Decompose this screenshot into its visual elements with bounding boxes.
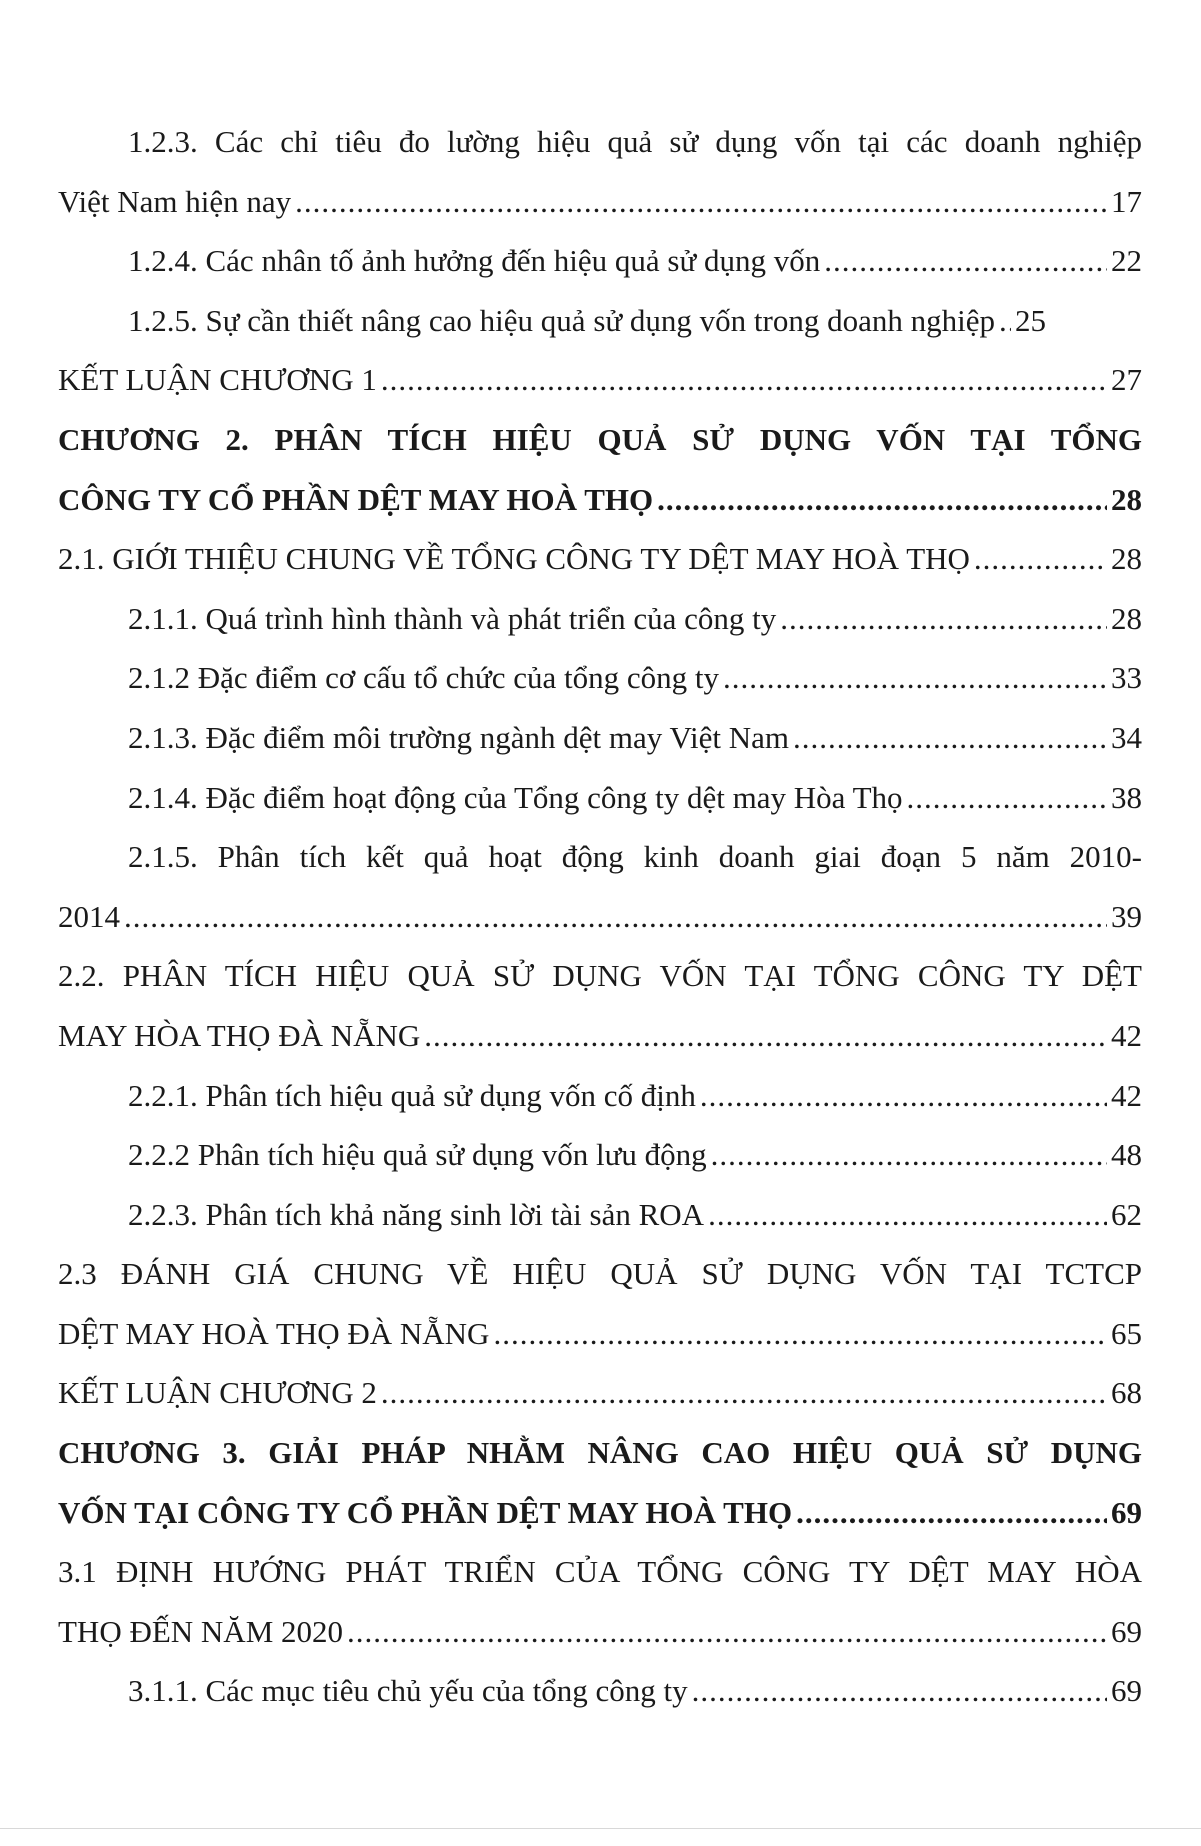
- toc-leader-dots: [974, 529, 1107, 589]
- toc-leader-dots: [692, 1661, 1107, 1721]
- toc-entry[interactable]: [58, 1661, 1142, 1721]
- toc-entry[interactable]: [58, 1185, 1142, 1245]
- toc-leader-dots: [381, 1363, 1107, 1423]
- toc-leader-dots: [124, 887, 1107, 947]
- toc-leader-dots: [824, 231, 1107, 291]
- toc-entry-title: 2.2.1. Phân tích hiệu quả sử dụng vốn cố định: [128, 1077, 696, 1113]
- toc-entry-page: 22: [1111, 243, 1142, 279]
- toc-entry-title: Việt Nam hiện nay: [58, 183, 292, 219]
- toc-entry-page: 69: [1111, 1494, 1142, 1530]
- toc-entry-title: THỌ ĐẾN NĂM 2020: [58, 1613, 344, 1649]
- toc-leader-dots: [347, 1602, 1107, 1662]
- toc-entry[interactable]: [58, 768, 1142, 828]
- toc-entry-title: 1.2.4. Các nhân tố ảnh hưởng đến hiệu quả sử dụng vốn: [128, 243, 821, 279]
- toc-leader-dots: [723, 648, 1107, 708]
- toc-entry[interactable]: [58, 1483, 1142, 1543]
- toc-leader-dots: [700, 1066, 1107, 1126]
- toc-entry-page: 33: [1111, 660, 1142, 696]
- toc-entry-line1: CHƯƠNG 2. PHÂN TÍCH HIỆU QUẢ SỬ DỤNG VỐN TẠI TỔNG: [58, 421, 1142, 457]
- toc-entry-title: CÔNG TY CỔ PHẦN DỆT MAY HOÀ THỌ: [58, 481, 654, 517]
- toc-entry-title: 2.1. GIỚI THIỆU CHUNG VỀ TỔNG CÔNG TY DỆT MAY HOÀ THỌ: [58, 541, 970, 577]
- toc-entry-line1: 1.2.3. Các chỉ tiêu đo lường hiệu quả sử dụng vốn tại các doanh nghiệp: [128, 124, 1142, 159]
- toc-entry[interactable]: [58, 648, 1142, 708]
- toc-entry-title: 2014: [58, 898, 120, 934]
- toc-entry[interactable]: [58, 887, 1142, 947]
- toc-entry[interactable]: [58, 350, 1142, 410]
- toc-entry-page: 27: [1111, 362, 1142, 398]
- toc-entry-page: 25: [1015, 302, 1047, 338]
- toc-entry-title: 2.2.2 Phân tích hiệu quả sử dụng vốn lưu động: [128, 1137, 707, 1173]
- toc-entry[interactable]: [58, 708, 1142, 768]
- toc-entry-title: 2.1.4. Đặc điểm hoạt động của Tổng công ty dệt may Hòa Thọ: [128, 779, 903, 815]
- toc-entry-title: 3.1.1. Các mục tiêu chủ yếu của tổng công ty: [128, 1673, 688, 1709]
- toc-leader-dots: [381, 350, 1107, 410]
- toc-leader-dots: [424, 1006, 1107, 1066]
- toc-entry-page: 69: [1111, 1673, 1142, 1709]
- toc-entry-page: 38: [1111, 779, 1142, 815]
- toc-entry-page: 34: [1111, 719, 1142, 755]
- toc-leader-dots: [999, 291, 1011, 351]
- toc-entry-page: 65: [1111, 1315, 1142, 1351]
- toc-leader-dots: [793, 708, 1107, 768]
- toc-entry[interactable]: [58, 589, 1142, 649]
- toc-entry-page: 68: [1111, 1375, 1142, 1411]
- toc-entry-title: VỐN TẠI CÔNG TY CỔ PHẦN DỆT MAY HOÀ THỌ: [58, 1494, 793, 1530]
- toc-entry[interactable]: [58, 1363, 1142, 1423]
- toc-leader-dots: [295, 172, 1107, 232]
- toc-entry-page: 69: [1111, 1613, 1142, 1649]
- page-bottom-rule: [0, 1828, 1201, 1829]
- toc-leader-dots: [708, 1185, 1107, 1245]
- toc-entry-page: 28: [1111, 481, 1142, 517]
- toc-entry-page: 17: [1111, 183, 1142, 219]
- toc-entry-title: DỆT MAY HOÀ THỌ ĐÀ NẴNG: [58, 1315, 490, 1351]
- toc-entry-page: 28: [1111, 541, 1142, 577]
- toc-leader-dots: [711, 1125, 1107, 1185]
- toc-entry[interactable]: [58, 291, 1142, 351]
- toc-entry[interactable]: [58, 1066, 1142, 1126]
- toc-entry-line1: 2.2. PHÂN TÍCH HIỆU QUẢ SỬ DỤNG VỐN TẠI TỔNG CÔNG TY DỆT: [58, 958, 1142, 994]
- toc-entry-title: 2.1.3. Đặc điểm môi trường ngành dệt may Việt Nam: [128, 719, 789, 755]
- toc-entry-page: 48: [1111, 1137, 1142, 1173]
- toc-entry-page: 39: [1111, 898, 1142, 934]
- toc-entry-title: 2.1.2 Đặc điểm cơ cấu tổ chức của tổng công ty: [128, 660, 719, 696]
- toc-leader-dots: [493, 1304, 1107, 1364]
- toc-entry-title: 2.1.1. Quá trình hình thành và phát triển của công ty: [128, 600, 777, 636]
- toc-entry[interactable]: [58, 231, 1142, 291]
- toc-entry[interactable]: [58, 1304, 1142, 1364]
- toc-entry-line1: 2.3 ĐÁNH GIÁ CHUNG VỀ HIỆU QUẢ SỬ DỤNG VỐN TẠI TCTCP: [58, 1256, 1142, 1292]
- toc-entry[interactable]: [58, 1006, 1142, 1066]
- toc-entry[interactable]: [58, 529, 1142, 589]
- toc-leader-dots: [907, 768, 1107, 828]
- toc-entry-title: KẾT LUẬN CHƯƠNG 1: [58, 362, 377, 398]
- table-of-contents: [58, 112, 1142, 1721]
- toc-leader-dots: [780, 589, 1107, 649]
- toc-entry[interactable]: [58, 1125, 1142, 1185]
- toc-entry-line1: 2.1.5. Phân tích kết quả hoạt động kinh doanh giai đoạn 5 năm 2010-: [128, 839, 1142, 875]
- toc-entry-page: 28: [1111, 600, 1142, 636]
- toc-entry-line1: 3.1 ĐỊNH HƯỚNG PHÁT TRIỂN CỦA TỔNG CÔNG TY DỆT MAY HÒA: [58, 1554, 1142, 1590]
- toc-entry[interactable]: [58, 172, 1142, 232]
- toc-entry-title: 1.2.5. Sự cần thiết nâng cao hiệu quả sử dụng vốn trong doanh nghiệp: [128, 302, 996, 338]
- toc-entry[interactable]: [58, 1602, 1142, 1662]
- toc-entry-page: 42: [1111, 1077, 1142, 1113]
- toc-leader-dots: [796, 1483, 1107, 1543]
- toc-leader-dots: [657, 470, 1107, 530]
- toc-entry-title: MAY HÒA THỌ ĐÀ NẴNG: [58, 1017, 421, 1053]
- toc-entry-page: 62: [1111, 1196, 1142, 1232]
- toc-entry[interactable]: [58, 470, 1142, 530]
- toc-entry-title: 2.2.3. Phân tích khả năng sinh lời tài sản ROA: [128, 1196, 705, 1232]
- toc-entry-line1: CHƯƠNG 3. GIẢI PHÁP NHẰM NÂNG CAO HIỆU QUẢ SỬ DỤNG: [58, 1435, 1142, 1471]
- toc-entry-page: 42: [1111, 1017, 1142, 1053]
- toc-entry-title: KẾT LUẬN CHƯƠNG 2: [58, 1375, 377, 1411]
